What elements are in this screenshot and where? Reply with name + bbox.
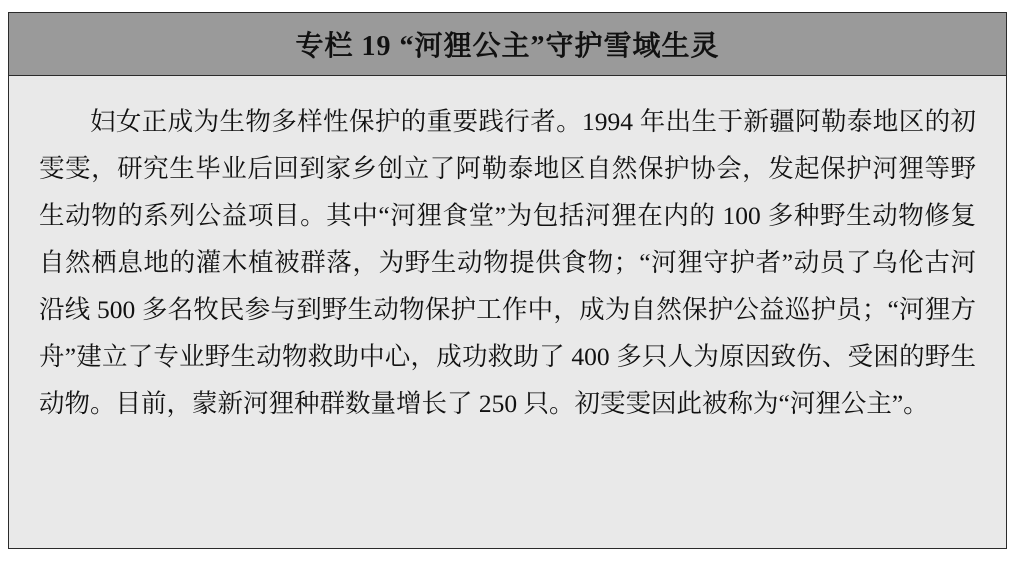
callout-box-body — [9, 76, 1006, 548]
callout-box-paragraph: 妇女正成为生物多样性保护的重要践行者。1994 年出生于新疆阿勒泰地区的初雯雯，研究生毕业后回到家乡创立了阿勒泰地区自然保护协会，发起保护河狸等野生动物的系列公益项目。其中“河狸食堂”为包括河狸在内的 100 多种野生动物修复自然栖息地的灌木植被群落，为野生动物提供食物；“河狸守护者”动员了乌伦古河沿线 500 多名牧民参与到野生动物保护工作中，成为自然保护公益巡护员；“河狸方舟”建立了专业野生动物救助中心，成功救助了 400 多只人为原因致伤、受困的野生动物。目前，蒙新河狸种群数量增长了 250 只。初雯雯因此被称为“河狸公主”。 — [39, 107, 976, 418]
callout-box-header — [9, 13, 1006, 76]
callout-box — [8, 12, 1007, 549]
callout-box-title: 专栏 19 “河狸公主”守护雪域生灵 — [295, 31, 720, 62]
